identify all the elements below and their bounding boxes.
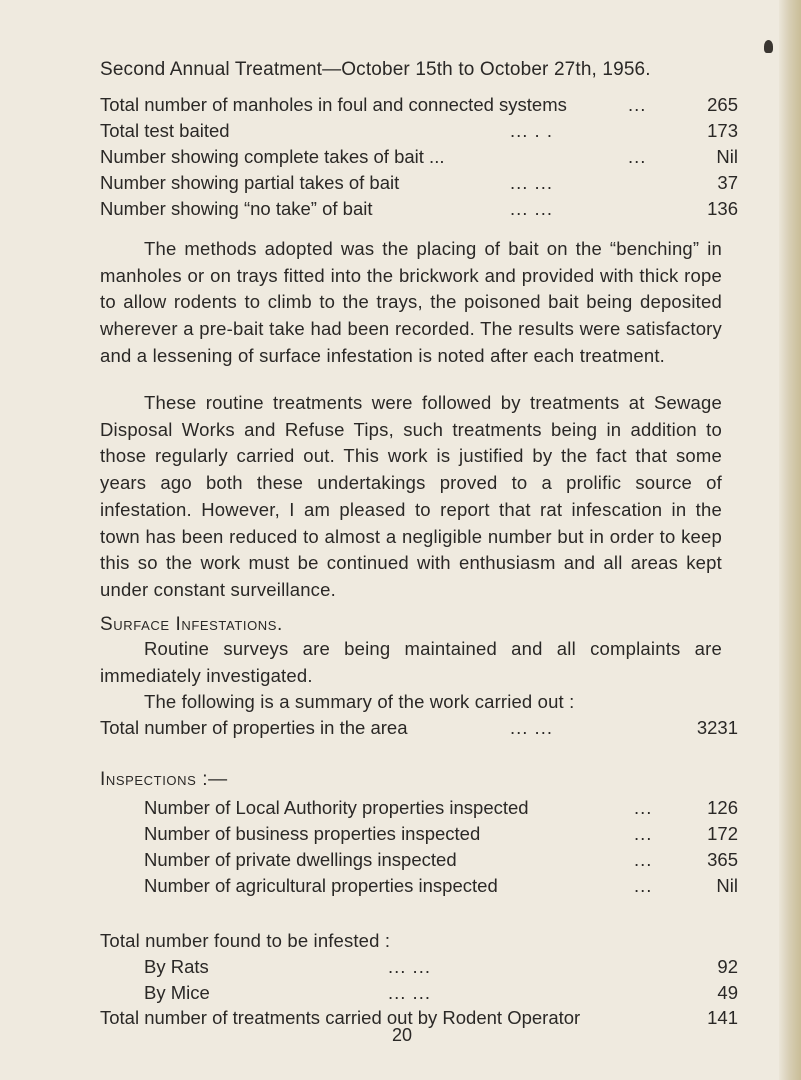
stat-label: Total number of properties in the area [100, 717, 408, 738]
paragraph-surveys: Routine surveys are being maintained and all complaints are immediately investigated. [100, 638, 722, 686]
paragraph-methods: The methods adopted was the placing of bait on the “benching” in manholes or on trays fitted into the brickwork and provided with thick rope to allow rodents to climb to the trays, the poisoned bait being deposited wherever a pre-bait take had been recorded. The results were satisfactory and a lessening of surface infestation is noted after each treatment. [100, 238, 722, 366]
stat-leader: ... . . [510, 120, 553, 141]
stat-leader: ... ... [510, 198, 553, 219]
stat-leader: ... ... [388, 982, 431, 1003]
stat-leader: ... [634, 875, 653, 896]
stat-value: 136 [707, 198, 738, 219]
inspections-heading: Inspections :— [100, 769, 228, 790]
stat-value: 172 [707, 823, 738, 844]
stat-label: Total number of treatments carried out by Rodent Operator [100, 1007, 581, 1028]
stat-leader: ... [628, 94, 647, 115]
stat-label: Number of private dwellings inspected [144, 849, 457, 870]
ink-mark-icon [764, 40, 773, 53]
stat-value: Nil [716, 875, 738, 896]
stat-label: By Mice [144, 982, 210, 1003]
stat-value: 49 [717, 982, 738, 1003]
stat-label: Number showing complete takes of bait ... [100, 146, 445, 167]
stat-value: 126 [707, 797, 738, 818]
stat-value: 37 [717, 172, 738, 193]
stat-leader: ... ... [510, 172, 553, 193]
stat-label: Total test baited [100, 120, 230, 141]
stat-value: 3231 [696, 717, 738, 738]
stat-value: 173 [707, 120, 738, 141]
section-title: Second Annual Treatment—October 15th to October 27th, 1956. [100, 59, 651, 80]
stat-value: 141 [707, 1007, 738, 1028]
infested-heading: Total number found to be infested : [100, 930, 391, 951]
stat-leader: ... ... [510, 717, 553, 738]
surface-infestations-heading: Surface Infestations. [100, 614, 283, 635]
page-edge-shadow [779, 0, 801, 1080]
stat-label: Number of business properties inspected [144, 823, 481, 844]
stat-value: 265 [707, 94, 738, 115]
stat-leader: ... ... [388, 956, 431, 977]
page-number: 20 [392, 1025, 413, 1045]
stat-label: Number of agricultural properties inspected [144, 875, 498, 896]
stat-value: 365 [707, 849, 738, 870]
stat-label: Number of Local Authority properties inspected [144, 797, 529, 818]
stat-label: Number showing partial takes of bait [100, 172, 400, 193]
stat-label: Number showing “no take” of bait [100, 198, 373, 219]
stat-leader: ... [628, 146, 647, 167]
stat-leader: ... [634, 797, 653, 818]
paragraph-routine: These routine treatments were followed by treatments at Sewage Disposal Works and Refuse Tips, such treatments being in addition to those regularly carried out. This work is justified by the fact that some years ago both these undertakings proved to a prolific source of infestation. However, I am pleased to report that rat infescation in the town has been reduced to almost a negligible number but in order to keep this so the work must be continued with enthusiasm and all areas kept under constant surveillance. [100, 392, 722, 600]
stat-label: Total number of manholes in foul and connected systems [100, 94, 567, 115]
stat-leader: ... [634, 823, 653, 844]
stat-label: By Rats [144, 956, 209, 977]
stat-leader: ... [634, 849, 653, 870]
stat-value: 92 [717, 956, 738, 977]
summary-intro: The following is a summary of the work carried out : [144, 691, 575, 712]
stat-value: Nil [716, 146, 738, 167]
